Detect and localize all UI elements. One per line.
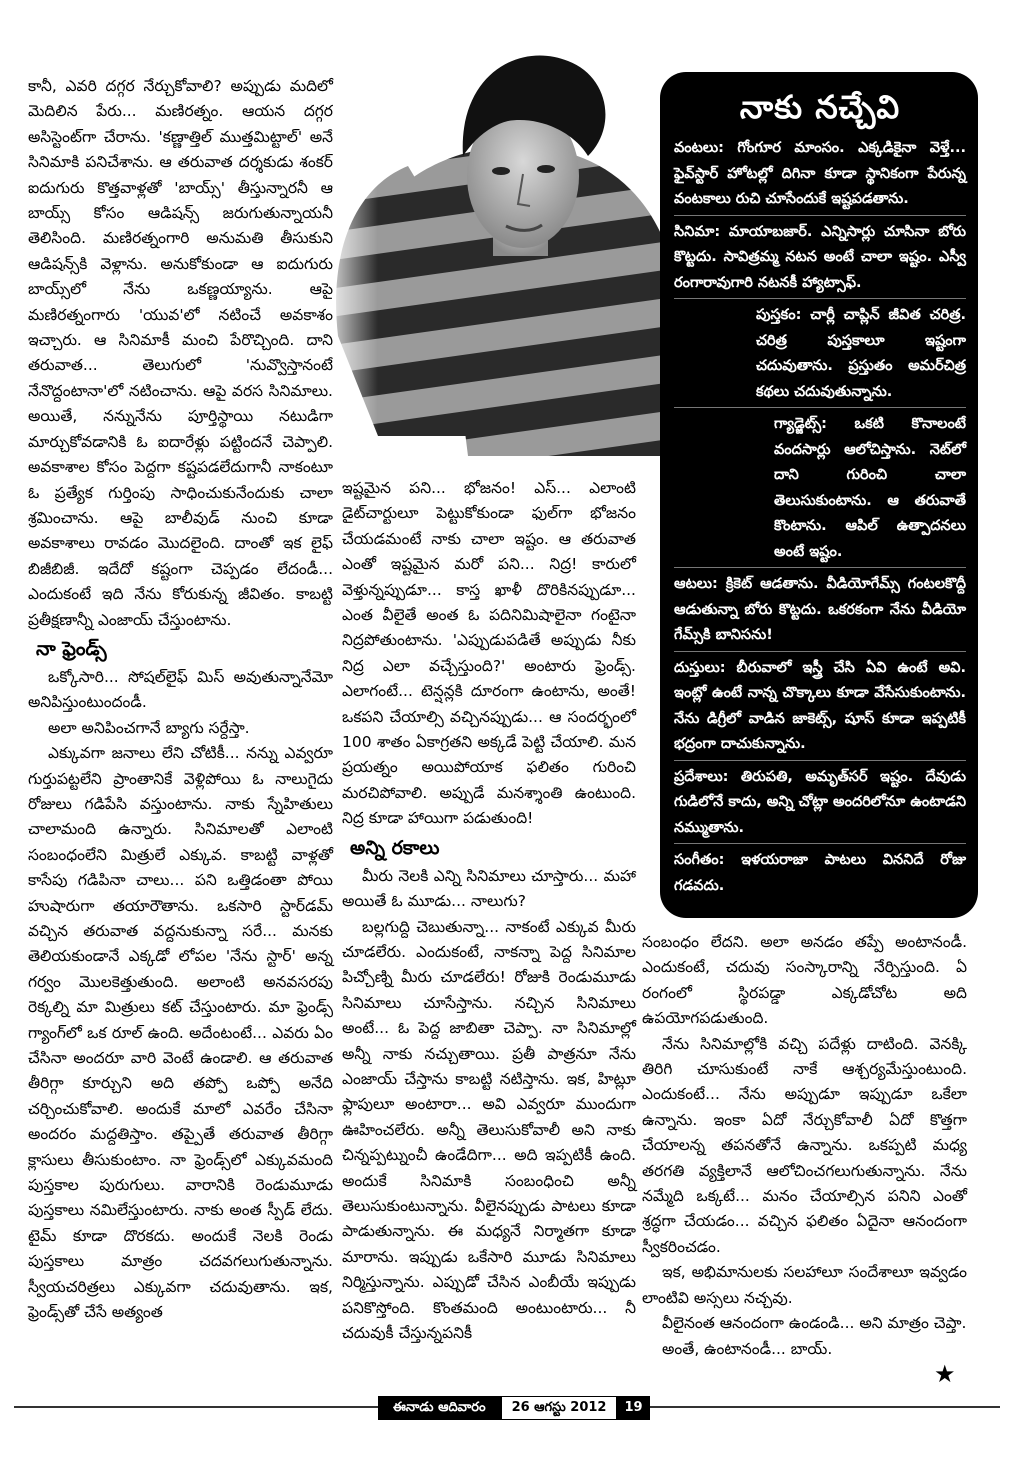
subhead-friends: నా ఫ్రెండ్స్ — [36, 637, 107, 660]
col2-paragraph: బల్లగుద్ది చెబుతున్నా... నాకంటే ఎక్కువ మీరు చూడలేరు. ఎందుకంటే, నాకన్నా పెద్ద సినిమాల పిచ్చోణ్ని మీరు చూడలేరు! రోజుకి రెండుమూడు సినిమాలు చూసేస్తాను. నచ్చిన సినిమాలు అంటే... ఓ పెద్ద జాబితా చెప్పా. నా సినిమాల్లో అన్నీ నాకు నచ్చుతాయి. ప్రతీ పాత్రనూ నేను ఎంజాయ్ చేస్తాను కాబట్టి నటిస్తాను. ఇక, హిట్లూ ఫ్లాపులూ అంటారా... అవి ఎవ్వరూ ముందుగా ఊహించలేరు. అన్నీ తెలుసుకోవాలీ అని నాకు చిన్నప్పట్నుంచీ ఉండేదిగా... అది ఇప్పటికీ ఉంది. అందుకే సినిమాకి సంబంధించి అన్నీ తెలుసుకుంటున్నాను. వీలైనప్పుడు పాటలు కూడా పాడుతున్నాను. ఈ మధ్యనే నిర్మాతగా కూడా మారాను. ఇప్పుడు ఒకేసారి మూడు సినిమాలు నిర్మిస్తున్నాను. ఎప్పుడో చేసిన ఎంబీయే ఇప్పుడు పనికొస్తోంది. కొంతమంది అంటుంటారు... నీ చదువుకీ చేస్తున్నపనికీ — [342, 917, 636, 1342]
fav-book-text: చార్లీ చాప్లిన్ జీవిత చరిత్ర. చరిత్ర పుస్తకాలూ ఇష్టంగా చదువుతాను. ప్రస్తుతం అమర్‌చిత్ర కథలు చదువుతున్నాను. — [756, 307, 966, 400]
fav-food — [674, 136, 966, 216]
fav-music — [674, 848, 966, 901]
fav-movie — [674, 220, 966, 300]
fav-clothes — [674, 656, 966, 761]
footer-publication: ఈనాడు ఆదివారం — [378, 1396, 501, 1420]
footer-page-number: 19 — [617, 1396, 649, 1420]
fav-games-label: ఆటలు: — [674, 576, 718, 592]
fav-gadgets — [674, 412, 966, 568]
fav-places-text: తిరుపతి, అమృత్‌సర్ ఇష్టం. దేవుడు గుడిలోనే కాదు, అన్ని చోట్లా అందరిలోనూ ఉంటాడని నమ్ముతాను. — [674, 768, 966, 836]
favourites-box — [660, 72, 978, 918]
fav-places — [674, 765, 966, 845]
fav-book-label: పుస్తకం: — [756, 307, 802, 323]
col1-paragraph: అలా అనిపించగానే బ్యాగు సర్దేస్తా. — [48, 718, 250, 737]
col3-paragraph: సంబంధం లేదని. అలా అనడం తప్పే అంటానండీ. ఎందుకంటే, చదువు సంస్కారాన్ని నేర్పిస్తుంది. ఏ రంగంలో స్థిరపడ్డా ఎక్కడోచోట అది ఉపయోగపడుతుంది. — [642, 933, 967, 1028]
col3-paragraph: అంతే, ఉంటానండీ... బాయ్. — [662, 1339, 833, 1358]
article-column-3 — [642, 930, 967, 1362]
col1-paragraph: ఒక్కోసారి... సోషల్‌లైఫ్ మిస్ అవుతున్నానేమో అనిపిస్తుంటుందండీ. — [28, 667, 333, 712]
col1-paragraph: కానీ, ఎవరి దగ్గర నేర్చుకోవాలి? అప్పుడు మదిలో మెదిలిన పేరు... మణిరత్నం. ఆయన దగ్గర అసిస్టెంట్‌గా చేరాను. 'కణ్ణాత్తిల్ ముత్తమిట్టాల్' అనే సినిమాకి పనిచేశాను. ఆ తరువాత దర్శకుడు శంకర్ ఐదుగురు కొత్తవాళ్లతో 'బాయ్స్' తీస్తున్నారనీ ఆ బాయ్స్ కోసం ఆడిషన్స్ జరుగుతున్నాయనీ తెలిసింది. మణిరత్నంగారి అనుమతి తీసుకుని ఆడిషన్స్‌కి వెళ్లాను. అనుకోకుండా ఆ ఐదుగురు బాయ్స్‌లో నేను ఒకణ్ణయ్యాను. ఆపై మణిరత్నంగారు 'యువ'లో నటించే అవకాశం ఇచ్చారు. ఆ సినిమాకీ మంచి పేరొచ్చింది. దాని తరువాత... తెలుగులో 'నువ్వొస్తానంటే నేనొద్దంటానా'లో నటించాను. ఆపై వరస సినిమాలు. అయితే, నన్నునేను పూర్తిస్థాయి నటుడిగా మార్చుకోవడానికి ఓ ఐదారేళ్లు పట్టిందనే చెప్పాలి. అవకాశాల కోసం పెద్దగా కష్టపడలేదుగానీ నాకంటూ ఓ ప్రత్యేక గుర్తింపు సాధించుకునేందుకు చాలా శ్రమించాను. ఆపై బాలీవుడ్ నుంచి కూడా అవకాశాలు రావడం మొదలైంది. దాంతో ఇక లైఫ్ బిజీబిజీ. ఇదేదో కష్టంగా చెప్పడం లేదండీ... ఎందుకంటే ఇది నేను కోరుకున్న జీవితం. కాబట్టి ప్రతీక్షణాన్నీ ఎంజాయ్ చేస్తుంటాను. — [28, 77, 333, 629]
page-footer — [378, 1396, 650, 1420]
end-star-icon: ★ — [934, 1360, 956, 1388]
article-column-2 — [342, 476, 636, 1346]
footer-date: 26 ఆగస్టు 2012 — [501, 1396, 618, 1420]
article-column-1 — [28, 74, 333, 1326]
fav-games-text: క్రికెట్ ఆడతాను. వీడియోగేమ్స్ గంటలకొద్దీ ఆడుతున్నా బోరు కొట్టదు. ఒకరకంగా నేను వీడియో గేమ్స్‌కి బానిసను! — [674, 576, 966, 643]
fav-gadgets-text: ఒకటి కొనాలంటే వందసార్లు ఆలోచిస్తాను. నెట్‌లో దాని గురించి చాలా తెలుసుకుంటాను. ఆ తరువాతే కొంటాను. ఆపిల్ ఉత్పాదనలు అంటే ఇష్టం. — [774, 416, 966, 560]
fav-movie-label: సినిమా: — [674, 223, 721, 240]
fav-gadgets-label: గ్యాడ్జెట్స్: — [774, 416, 827, 432]
fav-clothes-text: బీరువాలో ఇస్త్రీ చేసి ఏవి ఉంటే అవి. ఇంట్లో ఉంటే నాన్న చొక్కాలు కూడా వేసేసుకుంటాను. నేను డిగ్రీలో వాడిన జాకెట్స్, షూస్ కూడా ఇప్పటికీ భద్రంగా దాచుకున్నాను. — [674, 659, 966, 752]
fav-places-label: ప్రదేశాలు: — [674, 768, 729, 785]
fav-book — [674, 303, 966, 408]
favourites-title: నాకు నచ్చేవి — [739, 88, 901, 126]
fav-music-label: సంగీతం: — [674, 852, 725, 868]
col3-paragraph: వీలైనంత ఆనందంగా ఉండండి... అని మాత్రం చెప్తా. — [662, 1314, 967, 1333]
col3-paragraph: నేను సినిమాల్లోకి వచ్చి పదేళ్లు దాటింది. వెనక్కి తిరిగి చూసుకుంటే నాకే ఆశ్చర్యమేస్తుంటుంది. ఎందుకంటే... నేను అప్పుడూ ఇప్పుడూ ఒకేలా ఉన్నాను. ఇంకా ఏదో నేర్చుకోవాలీ ఏదో కొత్తగా చేయాలన్న తపనతోనే ఉన్నాను. ఒకప్పటి మధ్య తరగతి వ్యక్తిలానే ఆలోచించగలుగుతున్నాను. నేను నమ్మేది ఒక్కటే... మనం చేయాల్సిన పనిని ఎంతో శ్రద్ధగా చేయడం... వచ్చిన ఫలితం ఏదైనా ఆనందంగా స్వీకరించడం. — [642, 1034, 967, 1256]
fav-movie-text: మాయాబజార్. ఎన్నిసార్లు చూసినా బోరు కొట్టదు. సావిత్రమ్మ నటన అంటే చాలా ఇష్టం. ఎస్వీ రంగారావుగారి నటనకీ హ్యాట్సాఫ్. — [674, 223, 966, 291]
fav-music-text: ఇళయరాజా పాటలు విననిదే రోజు గడవదు. — [674, 852, 966, 894]
col2-paragraph: ఇష్టమైన పని... భోజనం! ఎస్... ఎలాంటి డైట్‌చార్టులూ పెట్టుకోకుండా ఫుల్‌గా భోజనం చేయడమంటే నాకు చాలా ఇష్టం. ఆ తరువాత ఎంతో ఇష్టమైన మరో పని... నిద్ర! కారులో వెళ్తున్నప్పుడూ... కాస్త ఖాళీ దొరికినప్పుడూ... ఎంత వీలైతే అంత ఓ పదినిమిషాలైనా గంటైనా నిద్రపోతుంటాను. 'ఎప్పుడుపడితే అప్పుడు నీకు నిద్ర ఎలా వచ్చేస్తుంది?' అంటారు ఫ్రెండ్స్. ఎలాగంటే... టెన్షన్లకి దూరంగా ఉంటాను, అంతే! ఒకపని చేయాల్సి వచ్చినప్పుడు... ఆ సందర్భంలో 100 శాతం ఏకాగ్రతని అక్కడే పెట్టి చేయాలి. మన ప్రయత్నం అయిపోయాక ఫలితం గురించి మరచిపోవాలి. అప్పుడే మనశ్శాంతి ఉంటుంది. నిద్ర కూడా హాయిగా పడుతుంది! — [342, 479, 636, 828]
col3-paragraph: ఇక, అభిమానులకు సలహాలూ సందేశాలూ ఇవ్వడం లాంటివి అస్సలు నచ్చవు. — [642, 1263, 967, 1307]
fav-games — [674, 572, 966, 652]
fav-food-text: గోంగూర మాంసం. ఎక్కడికైనా వెళ్తే... ఫైవ్‌స్టార్ హోటల్లో దిగినా కూడా స్థానికంగా పేరున్న వంటకాలు రుచి చూసేందుకే ఇష్టపడతాను. — [674, 140, 966, 207]
subhead-all-kinds: అన్ని రకాలు — [350, 836, 440, 859]
fav-clothes-label: దుస్తులు: — [674, 659, 726, 676]
col1-paragraph: ఎక్కువగా జనాలు లేని చోటికీ... నన్ను ఎవ్వరూ గుర్తుపట్టలేని ప్రాంతానికే వెళ్లిపోయి ఓ నాలుగైదు రోజులు గడిపేసి వస్తుంటాను. నాకు స్నేహితులు చాలామంది ఉన్నారు. సినిమాలతో ఎలాంటి సంబంధంలేని మిత్రులే ఎక్కువ. కాబట్టి వాళ్లతో కాసేపు గడిపినా చాలు... పని ఒత్తిడంతా పోయి హుషారుగా తయారౌతాను. ఒకసారి స్టార్‌డమ్ వచ్చిన తరువాత వద్దనుకున్నా సరే... మనకు తెలియకుండానే ఎక్కడో లోపల 'నేను స్టార్' అన్న గర్వం మొలకెత్తుతుంది. అలాంటి అనవసరపు రెక్కల్ని మా మిత్రులు కట్ చేస్తుంటారు. మా ఫ్రెండ్స్ గ్యాంగ్‌లో ఒక రూల్ ఉంది. అదేంటంటే... ఎవరు ఏం చేసినా అందరూ వారి వెంటే ఉండాలి. ఆ తరువాత తీరిగ్గా కూర్చుని అది తప్పో ఒప్పో అనేది చర్చించుకోవాలి. అందుకే మాలో ఎవరేం చేసినా అందరం మద్దతిస్తాం. తప్పైతే తరువాత తీరిగ్గా క్లాసులు తీసుకుంటాం. నా ఫ్రెండ్స్‌లో ఎక్కువమంది పుస్తకాల పురుగులు. వారానికి రెండుమూడు పుస్తకాలు నమిలేస్తుంటారు. నాకు అంత స్పీడ్ లేదు. టైమ్ కూడా దొరకదు. అందుకే నెలకి రెండు పుస్తకాలు మాత్రం చదవగలుగుతున్నాను. స్వీయచరిత్రలు ఎక్కువగా చదువుతాను. ఇక, ఫ్రెండ్స్‌తో చేసే అత్యంత — [28, 744, 333, 1322]
fav-food-label: వంటలు: — [674, 140, 724, 156]
col2-paragraph: మీరు నెలకి ఎన్ని సినిమాలు చూస్తారు... మహా అయితే ఓ మూడు... నాలుగు? — [342, 866, 636, 911]
